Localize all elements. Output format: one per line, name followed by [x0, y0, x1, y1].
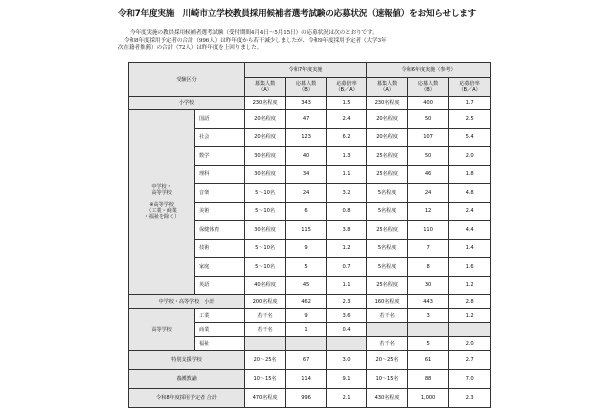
- cell-prev-recruit: 20名程度: [367, 128, 408, 147]
- cell-prev-ratio: 2.4: [449, 202, 491, 221]
- cell-prev-applicants: 50: [408, 147, 449, 166]
- cell-prev-ratio: 1.2: [449, 276, 491, 295]
- cell-recruit: 5～10名: [245, 202, 286, 221]
- subject-cell: 福祉: [195, 337, 245, 351]
- intro-line-1: 今年度実施の教員採用候補者選考試験（受付期間4月4日～5月15日）の応募状況は次のとおりです。: [130, 30, 378, 36]
- cell-prev-applicants: 107: [408, 128, 449, 147]
- cell-prev-ratio: 2.8: [449, 295, 491, 309]
- cell-applicants: 6: [286, 202, 327, 221]
- header-r7: 令和7年度実施: [245, 63, 367, 78]
- table-row: [129, 97, 491, 110]
- cell-recruit: 5～10名: [245, 239, 286, 258]
- cell-prev-recruit: 160名程度: [367, 295, 408, 309]
- subject-cell: 美術: [195, 202, 245, 221]
- subject-cell: 理科: [195, 165, 245, 184]
- cell-prev-recruit: 5名程度: [367, 239, 408, 258]
- cell-prev-ratio: 1.2: [449, 309, 491, 323]
- cell-recruit: 5～10名: [245, 258, 286, 277]
- subject-cell: 保健体育: [195, 221, 245, 240]
- cell-recruit: 5～10名: [245, 184, 286, 203]
- cell-prev-applicants: 12: [408, 202, 449, 221]
- subject-cell: 英語: [195, 276, 245, 295]
- cell-applicants: 123: [286, 128, 327, 147]
- cell-recruit: 30名程度: [245, 221, 286, 240]
- cell-ratio: 3.8: [327, 221, 367, 240]
- cell-prev-ratio: 4.4: [449, 221, 491, 240]
- cell-prev-recruit: 25名程度: [367, 276, 408, 295]
- cell-prev-applicants: 88: [408, 370, 449, 389]
- cell-applicants: 343: [286, 97, 327, 110]
- application-status-table: [128, 62, 491, 408]
- cell-prev-ratio: 2.0: [449, 147, 491, 166]
- cell-prev-recruit: 25名程度: [367, 147, 408, 166]
- cell-prev-ratio-empty: [449, 323, 491, 337]
- cell-prev-applicants: 1,000: [408, 389, 449, 408]
- cell-prev-applicants: 3: [408, 309, 449, 323]
- cell-applicants: 115: [286, 221, 327, 240]
- cell-prev-applicants: 61: [408, 351, 449, 370]
- cell-applicants: 67: [286, 351, 327, 370]
- cell-ratio: 1.5: [327, 97, 367, 110]
- cell-applicants: 24: [286, 184, 327, 203]
- cell-prev-recruit: 5名程度: [367, 202, 408, 221]
- header-r7-ratio: 応募倍率 （B／A）: [327, 78, 367, 97]
- cell-ratio: 0.8: [327, 202, 367, 221]
- cell-prev-applicants: 50: [408, 110, 449, 129]
- cell-ratio: 3.6: [327, 309, 367, 323]
- cell-recruit-empty: [245, 337, 286, 351]
- cell-prev-recruit: 230名程度: [367, 97, 408, 110]
- cell-prev-recruit: 20～25名: [367, 351, 408, 370]
- subject-cell: 商業: [195, 323, 245, 337]
- cell-ratio-empty: [327, 337, 367, 351]
- cell-recruit: 30名程度: [245, 165, 286, 184]
- cell-ratio: 2.1: [327, 389, 367, 408]
- cell-ratio: 1.1: [327, 165, 367, 184]
- category-junior-high-label: 中学校・ 高等学校: [151, 184, 172, 196]
- header-r6-recruit: 募集人数 （A）: [367, 78, 408, 97]
- cell-prev-ratio: 7.0: [449, 370, 491, 389]
- cell-ratio: 0.4: [327, 323, 367, 337]
- header-category: 受験区分: [129, 63, 245, 97]
- cell-ratio: 9.1: [327, 370, 367, 389]
- cell-applicants: 34: [286, 165, 327, 184]
- cell-ratio: 2.3: [327, 295, 367, 309]
- category-nurse-teacher: 養護教諭: [129, 370, 245, 389]
- subject-cell: 技術: [195, 239, 245, 258]
- cell-recruit: 230名程度: [245, 97, 286, 110]
- cell-prev-ratio: 4.8: [449, 184, 491, 203]
- cell-prev-applicants-empty: [408, 323, 449, 337]
- category-grand-total: 令和8年度採用予定者 合計: [129, 389, 245, 408]
- cell-prev-applicants: 443: [408, 295, 449, 309]
- cell-prev-recruit: 若干名: [367, 309, 408, 323]
- subject-cell: 音楽: [195, 184, 245, 203]
- cell-applicants: 45: [286, 276, 327, 295]
- subject-cell: 数学: [195, 147, 245, 166]
- cell-prev-applicants: 8: [408, 258, 449, 277]
- cell-prev-recruit: 25名程度: [367, 165, 408, 184]
- page-title: 令和7年度実施 川崎市立学校教員採用候補者選考試験の応募状況（速報値）をお知らせします: [118, 9, 477, 19]
- category-junior-high-note: ※高等学校 （工業・商業 ・福祉を除く）: [143, 202, 180, 220]
- table-row: [129, 309, 491, 323]
- cell-recruit: 20～25名: [245, 351, 286, 370]
- cell-applicants: 9: [286, 239, 327, 258]
- subject-cell: 工業: [195, 309, 245, 323]
- header-r6: 令和6年度実施（参考）: [367, 63, 491, 78]
- cell-ratio: 1.1: [327, 276, 367, 295]
- cell-prev-ratio: 1.4: [449, 239, 491, 258]
- cell-recruit: 40名程度: [245, 276, 286, 295]
- table-row: [129, 351, 491, 370]
- cell-recruit: 470名程度: [245, 389, 286, 408]
- cell-prev-applicants: 400: [408, 97, 449, 110]
- cell-recruit: 若干名: [245, 309, 286, 323]
- cell-prev-applicants: 110: [408, 221, 449, 240]
- intro-line-3: 次在籍者推薦）の合計（72人）は昨年度を上回りました。: [118, 45, 263, 52]
- cell-recruit: 200名程度: [245, 295, 286, 309]
- cell-applicants-empty: [286, 337, 327, 351]
- header-r7-recruit: 募集人数 （A）: [245, 78, 286, 97]
- subject-cell: 家庭: [195, 258, 245, 277]
- category-high-school: 高等学校: [129, 309, 195, 351]
- cell-applicants: 996: [286, 389, 327, 408]
- header-r6-ratio: 応募倍率 （B／A）: [449, 78, 491, 97]
- cell-ratio: 1.3: [327, 147, 367, 166]
- subject-cell: 社会: [195, 128, 245, 147]
- cell-applicants: 1: [286, 323, 327, 337]
- subject-cell: 国語: [195, 110, 245, 129]
- table-row: [129, 370, 491, 389]
- cell-applicants: 462: [286, 295, 327, 309]
- table-row: [129, 110, 491, 129]
- cell-applicants: 47: [286, 110, 327, 129]
- cell-prev-ratio: 5.4: [449, 128, 491, 147]
- cell-prev-recruit: 若干名: [367, 337, 408, 351]
- cell-prev-ratio: 1.6: [449, 258, 491, 277]
- header-row-1: [129, 63, 491, 78]
- category-junior-high: [129, 110, 195, 295]
- cell-prev-recruit: 20名程度: [367, 110, 408, 129]
- cell-prev-recruit: 5名程度: [367, 184, 408, 203]
- cell-prev-recruit: 10～15名: [367, 370, 408, 389]
- cell-ratio: 2.4: [327, 110, 367, 129]
- category-special-support: 特別支援学校: [129, 351, 245, 370]
- cell-applicants: 9: [286, 309, 327, 323]
- cell-prev-ratio: 2.5: [449, 110, 491, 129]
- cell-ratio: 6.2: [327, 128, 367, 147]
- cell-prev-ratio: 2.3: [449, 389, 491, 408]
- table-row: [129, 295, 491, 309]
- intro-text: [118, 30, 498, 53]
- cell-prev-ratio: 1.8: [449, 165, 491, 184]
- cell-prev-recruit: 25名程度: [367, 221, 408, 240]
- category-elementary: 小学校: [129, 97, 245, 110]
- cell-prev-recruit: 430名程度: [367, 389, 408, 408]
- cell-ratio: 0.7: [327, 258, 367, 277]
- header-r6-applicants: 応募人数 （B）: [408, 78, 449, 97]
- cell-prev-ratio: 1.7: [449, 97, 491, 110]
- cell-recruit: 20名程度: [245, 128, 286, 147]
- cell-recruit: 若干名: [245, 323, 286, 337]
- table-row: [129, 389, 491, 408]
- cell-prev-applicants: 7: [408, 239, 449, 258]
- cell-applicants: 5: [286, 258, 327, 277]
- intro-line-2: 令和8年度採用予定者の合計（996人）は昨年度から若干減少しましたが、令和9年度採用予定者（大学3年: [124, 37, 387, 44]
- cell-applicants: 114: [286, 370, 327, 389]
- cell-recruit: 10～15名: [245, 370, 286, 389]
- cell-prev-ratio: 2.7: [449, 351, 491, 370]
- cell-prev-applicants: 5: [408, 337, 449, 351]
- cell-recruit: 30名程度: [245, 147, 286, 166]
- cell-recruit: 20名程度: [245, 110, 286, 129]
- cell-prev-recruit: 5名程度: [367, 258, 408, 277]
- cell-prev-applicants: 24: [408, 184, 449, 203]
- cell-prev-applicants: 46: [408, 165, 449, 184]
- cell-prev-applicants: 30: [408, 276, 449, 295]
- cell-ratio: 3.0: [327, 351, 367, 370]
- cell-prev-ratio: 2.0: [449, 337, 491, 351]
- header-r7-applicants: 応募人数 （B）: [286, 78, 327, 97]
- cell-applicants: 40: [286, 147, 327, 166]
- cell-ratio: 3.2: [327, 184, 367, 203]
- category-junior-high-subtotal: 中学校・高等学校 小計: [129, 295, 245, 309]
- cell-prev-recruit-empty: [367, 323, 408, 337]
- cell-ratio: 1.2: [327, 239, 367, 258]
